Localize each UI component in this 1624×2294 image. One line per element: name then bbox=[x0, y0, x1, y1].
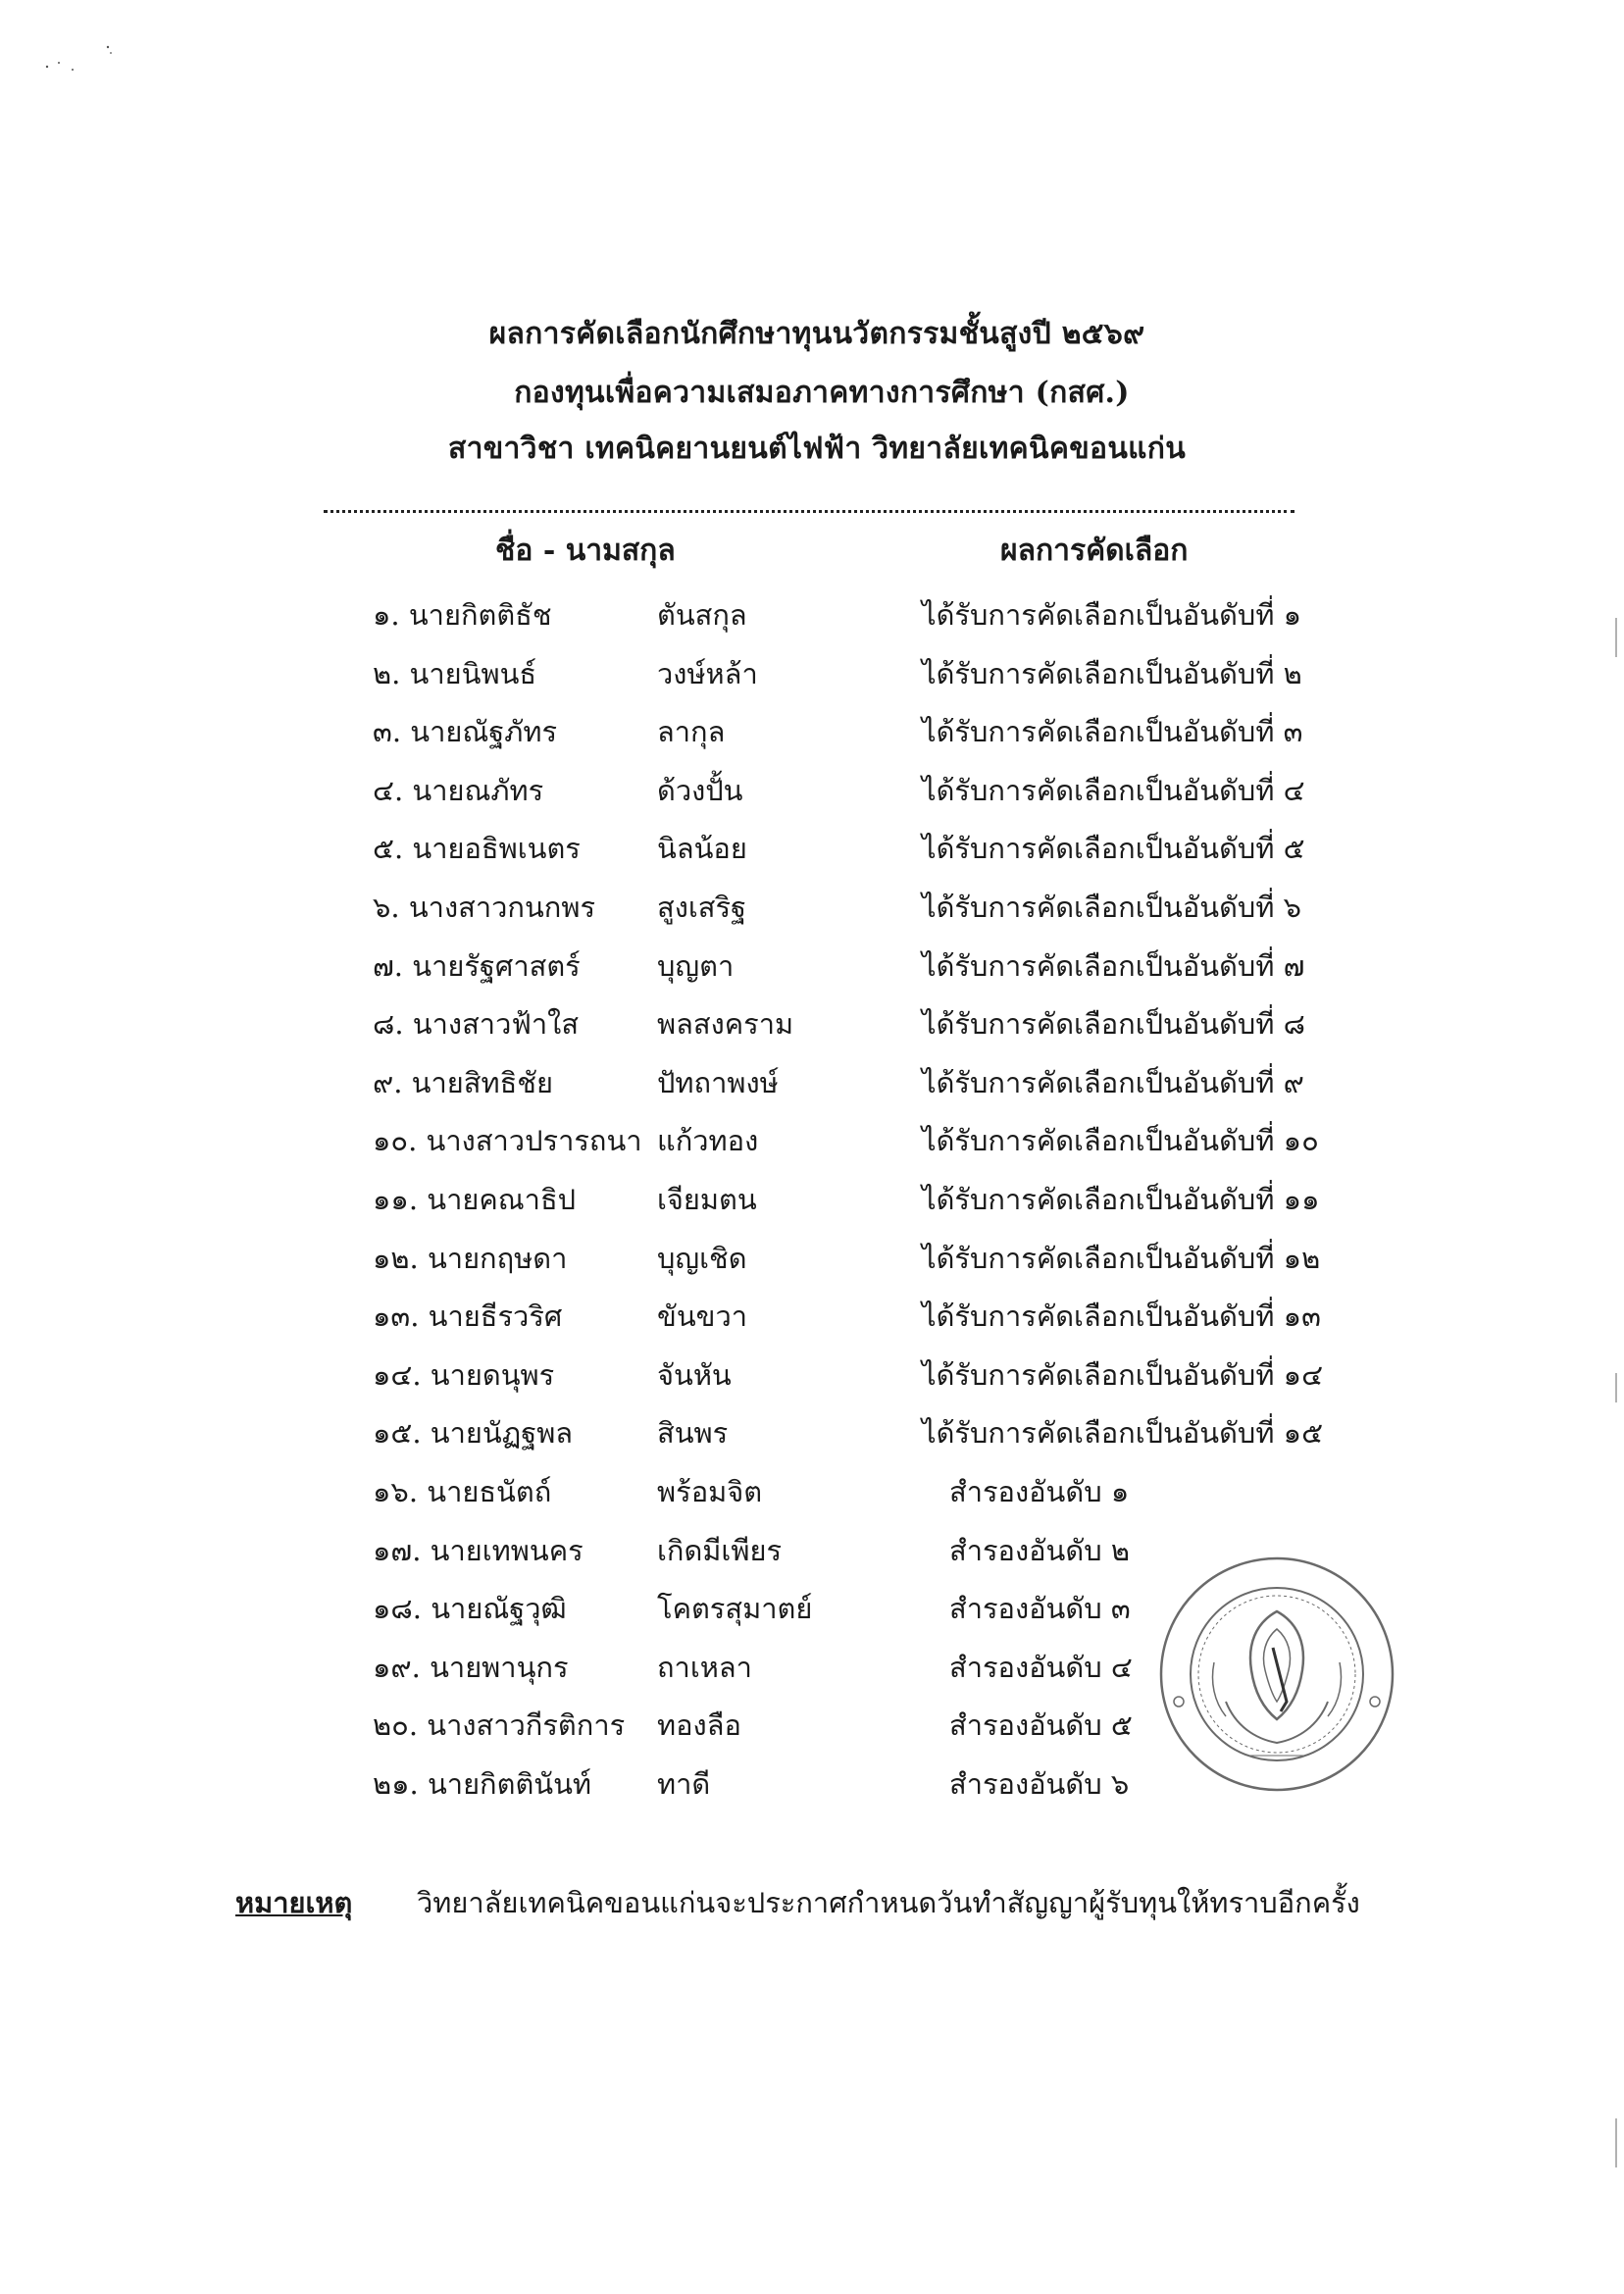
student-surname: พลสงคราม bbox=[657, 1007, 794, 1042]
selection-result: ได้รับการคัดเลือกเป็นอันดับที่ ๑๕ bbox=[922, 1416, 1324, 1451]
header-title: ผลการคัดเลือกนักศึกษาทุนนวัตกรรมชั้นสูงปี ๒๕๖๙ bbox=[488, 317, 1145, 351]
result-row bbox=[0, 762, 1624, 820]
selection-result: ได้รับการคัดเลือกเป็นอันดับที่ ๙ bbox=[922, 1065, 1304, 1099]
selection-result: ได้รับการคัดเลือกเป็นอันดับที่ ๔ bbox=[922, 773, 1305, 807]
result-row bbox=[0, 1347, 1624, 1404]
student-name: ๑๑. นายคณาธิป bbox=[373, 1183, 577, 1216]
student-surname: นิลน้อย bbox=[657, 832, 747, 866]
scan-edge-marks bbox=[1604, 588, 1624, 2256]
result-row bbox=[0, 820, 1624, 878]
student-surname: พร้อมจิต bbox=[657, 1475, 763, 1508]
selection-result: สำรองอันดับ ๒ bbox=[949, 1533, 1130, 1567]
student-name: ๑๒. นายกฤษดา bbox=[373, 1241, 568, 1275]
result-row bbox=[0, 1230, 1624, 1288]
student-name: ๑๘. นายณัฐวุฒิ bbox=[373, 1592, 567, 1626]
column-header-result: ผลการคัดเลือก bbox=[1000, 534, 1189, 568]
header-fund-name: กองทุนเพื่อความเสมอภาคทางการศึกษา (กสศ.) bbox=[514, 376, 1130, 410]
student-name: ๓. นายณัฐภัทร bbox=[373, 715, 558, 749]
student-name: ๒๑. นายกิตตินันท์ bbox=[373, 1767, 592, 1801]
student-name: ๑๗. นายเทพนคร bbox=[373, 1533, 584, 1567]
selection-result: ได้รับการคัดเลือกเป็นอันดับที่ ๑๒ bbox=[922, 1241, 1321, 1275]
student-name: ๕. นายอธิพเนตร bbox=[373, 832, 581, 866]
selection-result: สำรองอันดับ ๑ bbox=[949, 1475, 1130, 1508]
student-name: ๑๐. นางสาวปรารถนา bbox=[373, 1124, 642, 1158]
result-row bbox=[0, 1463, 1624, 1521]
selection-result: สำรองอันดับ ๔ bbox=[949, 1650, 1133, 1684]
result-row bbox=[0, 1054, 1624, 1112]
student-surname: เจียมตน bbox=[657, 1183, 757, 1216]
selection-result: ได้รับการคัดเลือกเป็นอันดับที่ ๑๐ bbox=[922, 1124, 1319, 1158]
student-surname: บุญตา bbox=[657, 948, 735, 983]
column-header-name: ชื่อ - นามสกุล bbox=[495, 534, 676, 568]
student-surname: สินพร bbox=[657, 1416, 729, 1451]
student-name: ๘. นางสาวฟ้าใส bbox=[373, 1007, 580, 1042]
selection-result: ได้รับการคัดเลือกเป็นอันดับที่ ๒ bbox=[922, 656, 1302, 690]
note-text: วิทยาลัยเทคนิคขอนแก่นจะประกาศกำหนดวันทำสัญญาผู้รับทุนให้ทราบอีกครั้ง bbox=[417, 1886, 1360, 1919]
student-name: ๑๖. นายธนัตถ์ bbox=[373, 1475, 552, 1508]
selection-result: ได้รับการคัดเลือกเป็นอันดับที่ ๖ bbox=[922, 891, 1302, 924]
result-row bbox=[0, 1112, 1624, 1170]
result-row bbox=[0, 879, 1624, 937]
selection-result: ได้รับการคัดเลือกเป็นอันดับที่ ๗ bbox=[922, 948, 1305, 983]
selection-result: ได้รับการคัดเลือกเป็นอันดับที่ ๘ bbox=[922, 1007, 1306, 1042]
student-name: ๒. นายนิพนธ์ bbox=[373, 656, 537, 690]
selection-result: ได้รับการคัดเลือกเป็นอันดับที่ ๓ bbox=[922, 715, 1303, 749]
student-name: ๑๔. นายดนุพร bbox=[373, 1357, 555, 1392]
student-name: ๑๙. นายพานุกร bbox=[373, 1650, 569, 1684]
result-row bbox=[0, 1404, 1624, 1462]
student-surname: ทองลือ bbox=[657, 1708, 741, 1743]
student-name: ๒๐. นางสาวกีรติการ bbox=[373, 1708, 626, 1743]
student-surname: ถาเหลา bbox=[657, 1650, 752, 1684]
student-surname: โคตรสุมาตย์ bbox=[657, 1592, 813, 1626]
student-surname: ขันขวา bbox=[657, 1300, 748, 1334]
student-name: ๔. นายณภัทร bbox=[373, 773, 544, 807]
selection-result: สำรองอันดับ ๕ bbox=[949, 1708, 1133, 1743]
result-row bbox=[0, 586, 1624, 644]
dotted-divider bbox=[324, 510, 1294, 513]
student-surname: ปัทถาพงษ์ bbox=[657, 1065, 779, 1099]
student-surname: จันหัน bbox=[657, 1357, 732, 1392]
selection-result: ได้รับการคัดเลือกเป็นอันดับที่ ๑ bbox=[922, 598, 1302, 632]
result-row bbox=[0, 645, 1624, 703]
student-name: ๗. นายรัฐศาสตร์ bbox=[373, 948, 581, 983]
student-surname: ตันสกุล bbox=[657, 598, 747, 632]
student-name: ๙. นายสิทธิชัย bbox=[373, 1065, 553, 1099]
official-seal bbox=[1157, 1555, 1397, 1795]
student-surname: ทาดี bbox=[657, 1767, 711, 1801]
student-name: ๖. นางสาวกนกพร bbox=[373, 891, 596, 924]
student-surname: แก้วทอง bbox=[657, 1124, 759, 1158]
selection-result: ได้รับการคัดเลือกเป็นอันดับที่ ๕ bbox=[922, 832, 1305, 866]
student-surname: สูงเสริฐ bbox=[657, 891, 747, 924]
selection-result: สำรองอันดับ ๓ bbox=[949, 1592, 1131, 1626]
student-surname: ลากุล bbox=[657, 715, 726, 749]
result-row bbox=[0, 1171, 1624, 1229]
student-name: ๑. นายกิตติธัช bbox=[373, 598, 552, 632]
student-surname: ด้วงปั้น bbox=[657, 773, 743, 807]
selection-result: ได้รับการคัดเลือกเป็นอันดับที่ ๑๑ bbox=[922, 1183, 1320, 1216]
scan-specks bbox=[37, 39, 135, 78]
student-surname: บุญเชิด bbox=[657, 1241, 747, 1275]
selection-result: สำรองอันดับ ๖ bbox=[949, 1767, 1130, 1801]
result-row bbox=[0, 938, 1624, 995]
result-row bbox=[0, 703, 1624, 761]
student-surname: เกิดมีเพียร bbox=[657, 1533, 783, 1567]
student-name: ๑๕. นายนัฏฐพล bbox=[373, 1416, 574, 1451]
result-row bbox=[0, 1288, 1624, 1346]
student-name: ๑๓. นายธีรวริศ bbox=[373, 1300, 563, 1334]
selection-result: ได้รับการคัดเลือกเป็นอันดับที่ ๑๓ bbox=[922, 1300, 1321, 1334]
result-row bbox=[0, 995, 1624, 1053]
header-department: สาขาวิชา เทคนิคยานยนต์ไฟฟ้า วิทยาลัยเทคนิคขอนแก่น bbox=[447, 432, 1187, 466]
student-surname: วงษ์หล้า bbox=[657, 656, 758, 690]
note-label: หมายเหตุ bbox=[235, 1886, 353, 1919]
selection-result: ได้รับการคัดเลือกเป็นอันดับที่ ๑๔ bbox=[922, 1357, 1324, 1392]
